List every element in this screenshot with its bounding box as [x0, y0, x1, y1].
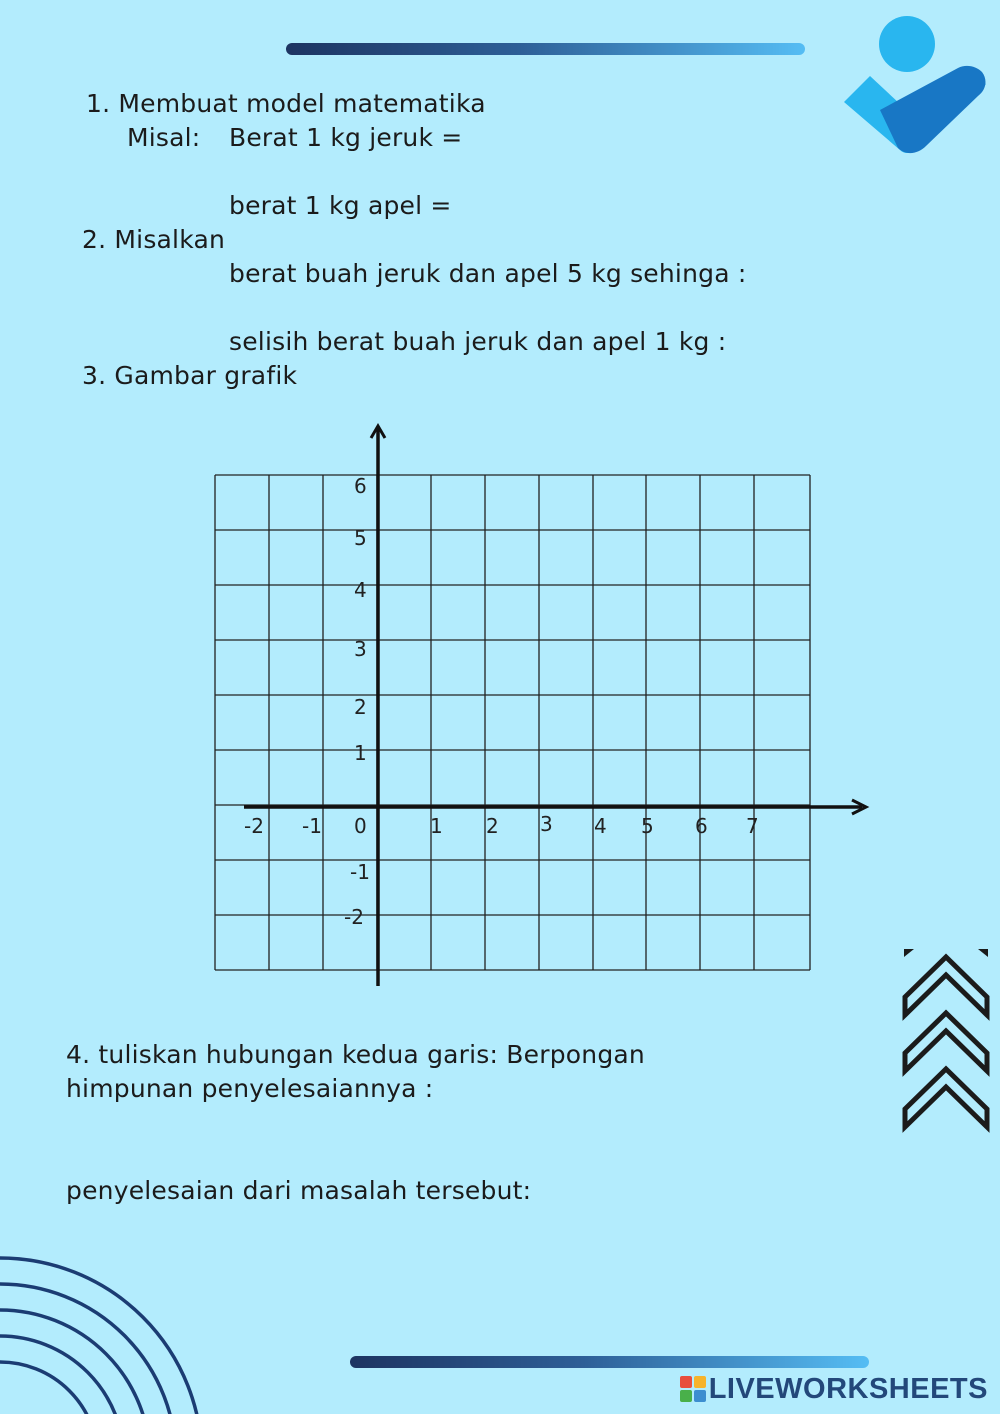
misal-label: Misal: [127, 123, 201, 152]
section4-heading: 4. tuliskan hubungan kedua garis: Berpongan [66, 1040, 645, 1069]
x-tick-label: -2 [244, 814, 264, 838]
concentric-arcs-decoration [0, 1250, 215, 1414]
penyelesaian-masalah-line: penyelesaian dari masalah tersebut: [66, 1176, 532, 1205]
jeruk-weight-line: Berat 1 kg jeruk = [229, 123, 463, 152]
total-weight-line: berat buah jeruk dan apel 5 kg sehinga : [229, 259, 747, 288]
himpunan-penyelesaian-line: himpunan penyelesaiannya : [66, 1074, 434, 1103]
x-tick-label: 0 [354, 814, 367, 838]
x-tick-label: 7 [746, 814, 759, 838]
y-tick-label: 5 [354, 526, 367, 550]
x-tick-label: 4 [594, 814, 607, 838]
liveworksheets-watermark [680, 1372, 988, 1406]
x-tick-label: 2 [486, 814, 499, 838]
weight-difference-line: selisih berat buah jeruk dan apel 1 kg : [229, 327, 727, 356]
y-tick-label: 3 [354, 637, 367, 661]
section1-heading: 1. Membuat model matematika [86, 89, 486, 118]
section3-heading: 3. Gambar grafik [82, 361, 298, 390]
y-tick-label: -1 [350, 860, 370, 884]
apel-weight-line: berat 1 kg apel = [229, 191, 452, 220]
x-tick-label: 3 [540, 812, 553, 836]
x-tick-label: -1 [302, 814, 322, 838]
x-tick-label: 6 [695, 814, 708, 838]
section2-heading: 2. Misalkan [82, 225, 226, 254]
y-tick-label: 6 [354, 474, 367, 498]
grid-lines [215, 475, 810, 970]
x-tick-label: 1 [430, 814, 443, 838]
y-tick-label: -2 [344, 905, 364, 929]
y-tick-label: 2 [354, 695, 367, 719]
liveworksheets-logo-icon [680, 1376, 706, 1402]
chevron-up-stack-icon [898, 945, 994, 1145]
y-tick-label: 1 [354, 741, 367, 765]
y-tick-label: 4 [354, 578, 367, 602]
x-tick-label: 5 [641, 814, 654, 838]
watermark-text: LIVEWORKSHEETS [708, 1372, 988, 1405]
